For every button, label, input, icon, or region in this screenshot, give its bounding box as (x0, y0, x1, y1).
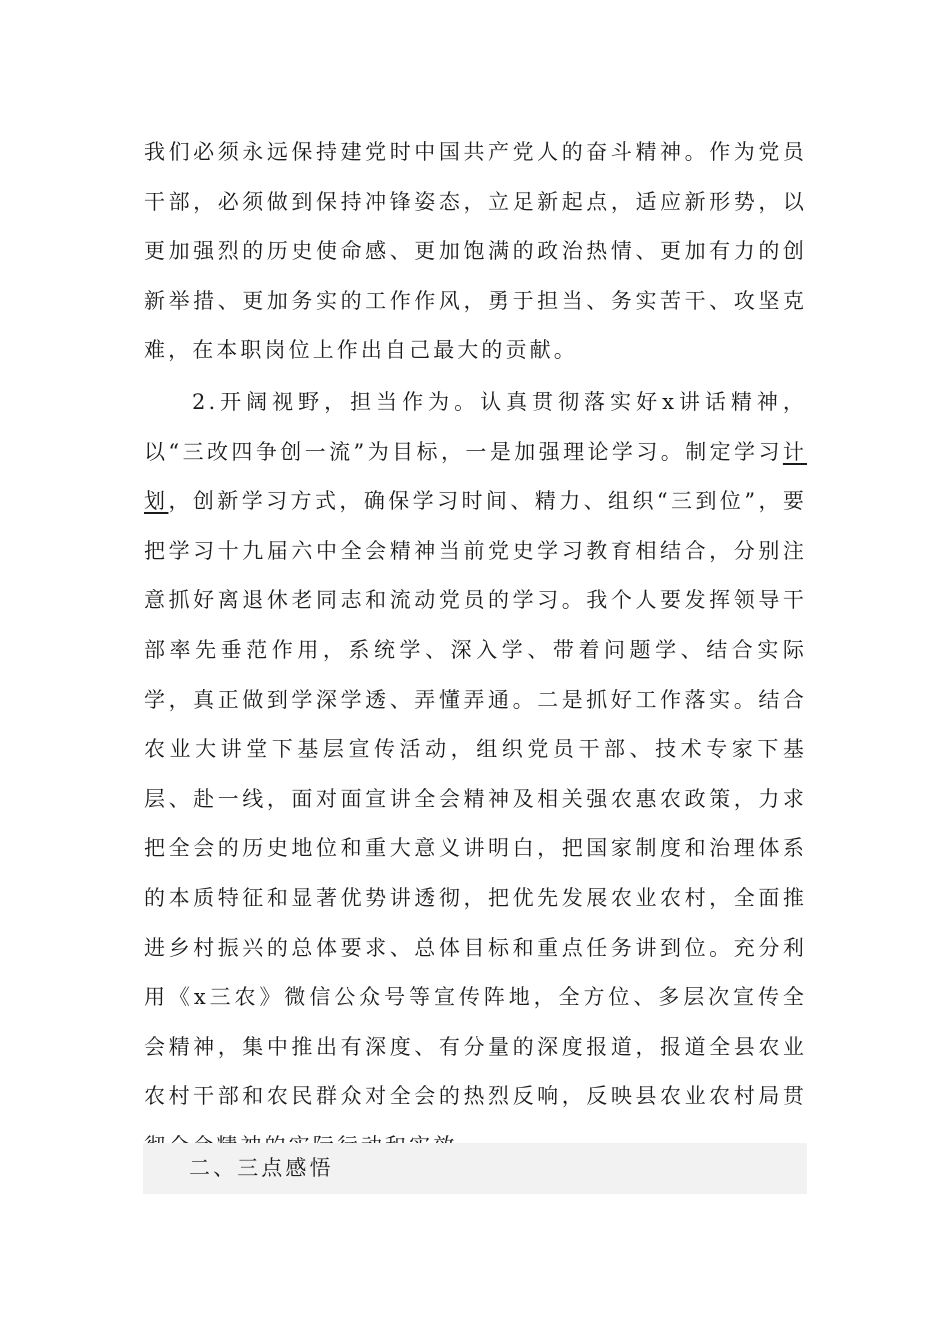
paragraph-1 (144, 128, 807, 376)
section-heading-box (143, 1143, 807, 1194)
paragraph-2 (144, 378, 807, 1172)
document-body (144, 128, 807, 1173)
plan-link[interactable]: 计划 (144, 439, 807, 514)
section-heading: 二、三点感悟 (189, 1156, 334, 1180)
paragraph-2-text-start: 2.开阔视野，担当作为。认真贯彻落实好x讲话精神，以“三改四争创一流”为目标，一是加强理论学习。制定学习 (144, 389, 807, 464)
paragraph-1-text: 我们必须永远保持建党时中国共产党人的奋斗精神。作为党员干部，必须做到保持冲锋姿态，立足新起点，适应新形势，以更加强烈的历史使命感、更加饱满的政治热情、更加有力的创新举措、更加务实的工作作风，勇于担当、务实苦干、攻坚克难，在本职岗位上作出自己最大的贡献。 (144, 140, 807, 363)
paragraph-2-text-end: ，创新学习方式，确保学习时间、精力、组织“三到位”，要把学习十九届六中全会精神当前党史学习教育相结合，分别注意抓好离退休老同志和流动党员的学习。我个人要发挥领导干部率先垂范作用，系统学、深入学、带着问题学、结合实际学，真正做到学深学透、弄懂弄通。二是抓好工作落实。结合农业大讲堂下基层宣传活动，组织党员干部、技术专家下基层、赴一线，面对面宣讲全会精神及相关强农惠农政策，力求把全会的历史地位和重大意义讲明白，把国家制度和治理体系的本质特征和显著优势讲透彻，把优先发展农业农村，全面推进乡村振兴的总体要求、总体目标和重点任务讲到位。充分利用《x三农》微信公众号等宣传阵地，全方位、多层次宣传全会精神，集中推出有深度、有分量的深度报道，报道全县农业农村干部和农民群众对全会的热烈反响，反映县农业农村局贯 (144, 489, 808, 1109)
